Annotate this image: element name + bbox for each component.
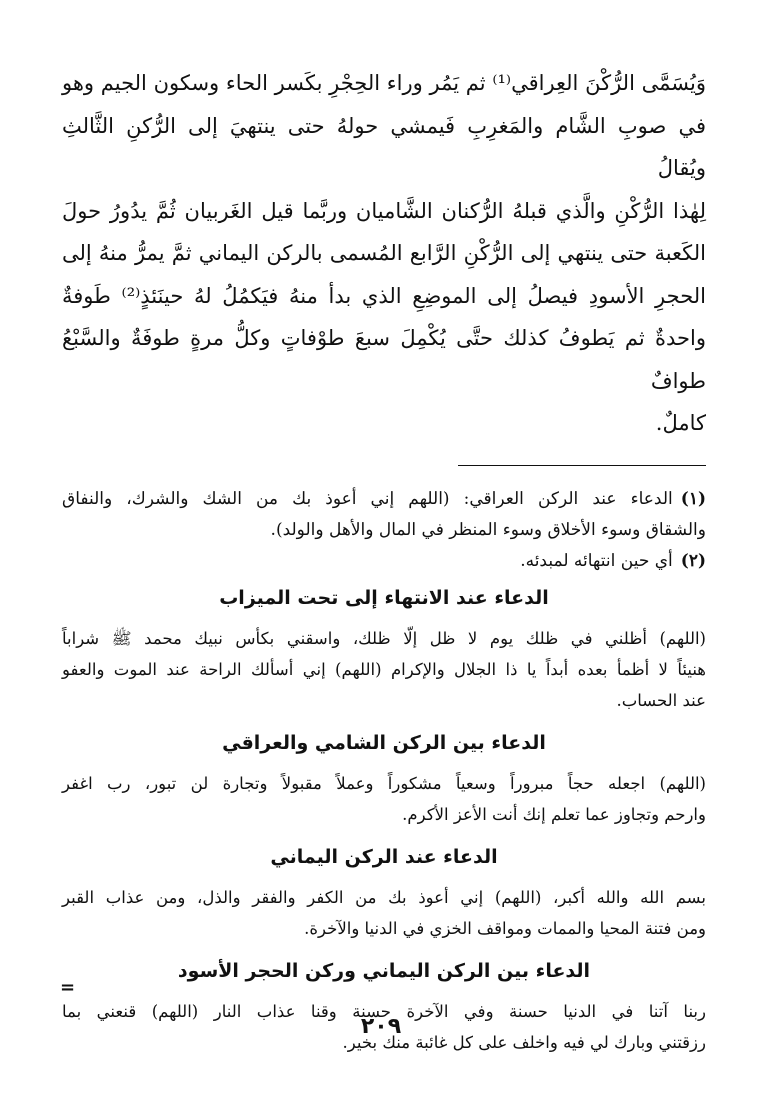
main-line: كاملٌ. — [655, 411, 706, 435]
section-body — [62, 768, 706, 830]
footnote-text: أي حين انتهائه لمبدئه. — [520, 550, 673, 571]
section-yamani — [62, 846, 706, 944]
section-line: عند الحساب. — [616, 690, 706, 710]
section-heading: الدعاء عند الانتهاء إلى تحت الميزاب — [219, 586, 549, 609]
footnote-line — [62, 484, 706, 515]
section-yamani-aswad — [62, 960, 706, 1058]
section-line: (اللهم) أظلني في ظلك يوم لا ظل إلّا ظلك، واسقني بكأس نبيك محمد ﷺ شراباً — [62, 628, 706, 648]
main-line: الكَعبة حتى ينتهي إلى الرُّكْنِ الرَّابع المُسمى بالركن اليماني ثمَّ يمرُّ منهُ إلى — [62, 241, 706, 265]
main-line: في صوبِ الشَّام والمَغرِبِ فَيمشي حولهُ حتى ينتهيَ إلى الرُّكنِ الثَّالثِ ويُقالُ — [62, 113, 706, 180]
section-line: بسم الله والله أكبر، (اللهم) إني أعوذ بك من الكفر والفقر والذل، ومن عذاب القبر — [62, 887, 706, 907]
footnote-number: (١) — [680, 488, 706, 509]
main-text — [62, 62, 706, 445]
footnote-line: والشقاق وسوء الأخلاق وسوء المنظر في المال والأهل والولد). — [270, 519, 706, 540]
footnote-2 — [62, 546, 706, 577]
section-line: (اللهم) اجعله حجاً مبروراً وسعياً مشكوراً وعملاً مقبولاً وتجارة لن تبور، رب اغفر — [62, 773, 706, 793]
margin-mark: = — [60, 977, 76, 998]
section-heading: الدعاء عند الركن اليماني — [270, 845, 498, 868]
section-line: وارحم وتجاوز عما تعلم إنك أنت الأعز الأكرم. — [402, 804, 706, 824]
section-heading: الدعاء بين الركن اليماني وركن الحجر الأسود — [177, 959, 591, 982]
section-line: ربنا آتنا في الدنيا حسنة وفي الآخرة حسنة وقنا عذاب النار (اللهم) قنعني بما — [62, 1001, 706, 1021]
section-line: هنيئاً لا أظمأ بعده أبداً يا ذا الجلال والإكرام (اللهم) إني أسألك الراحة عند الموت والعفو — [62, 659, 706, 679]
footnote-1 — [62, 484, 706, 546]
main-line: لِهٰذا الرُّكْنِ والَّذي قبلهُ الرُّكنان الشَّاميان وربَّما قيل الغَربيان ثُمَّ يدُورُ حولَ — [62, 198, 706, 223]
footnote-number: (٢) — [680, 550, 706, 571]
main-paragraph — [62, 62, 706, 445]
main-line: واحدةٌ ثم يَطوفُ كذلك حتَّى يُكْمِلَ سبعَ طوْفاتٍ وكلُّ مرةٍ طوفَةٌ والسَّبْعُ طوافٌ — [62, 326, 706, 393]
section-body — [62, 623, 706, 716]
section-body — [62, 882, 706, 944]
main-line: وَيُسَمَّى الرُّكْنَ العِراقي⁽¹⁾ ثم يَمُر وراء الحِجْرِ بكَسر الحاء وسكون الجيم وهو — [62, 71, 706, 95]
footnote-text: الدعاء عند الركن العراقي: (اللهم إني أعوذ بك من الشك والشرك، والنفاق — [62, 488, 673, 509]
section-line: ومن فتنة المحيا والممات ومواقف الخزي في الدنيا والآخرة. — [304, 918, 706, 938]
section-shami-iraqi — [62, 732, 706, 830]
main-line: الحجرِ الأسودِ فيصلُ إلى الموضِعِ الذي بدأ منهُ فيَكمُلُ لهُ حينَئذٍ⁽²⁾ طَوفةٌ — [62, 283, 706, 308]
footnotes — [62, 484, 706, 577]
section-heading: الدعاء بين الركن الشامي والعراقي — [222, 731, 546, 754]
page-number: ٢٠٩ — [360, 1014, 402, 1039]
footnote-divider — [458, 465, 706, 466]
section-mizab — [62, 587, 706, 716]
section-line: رزقتني وبارك لي فيه واخلف على كل غائبة منك بخير. — [342, 1032, 706, 1052]
